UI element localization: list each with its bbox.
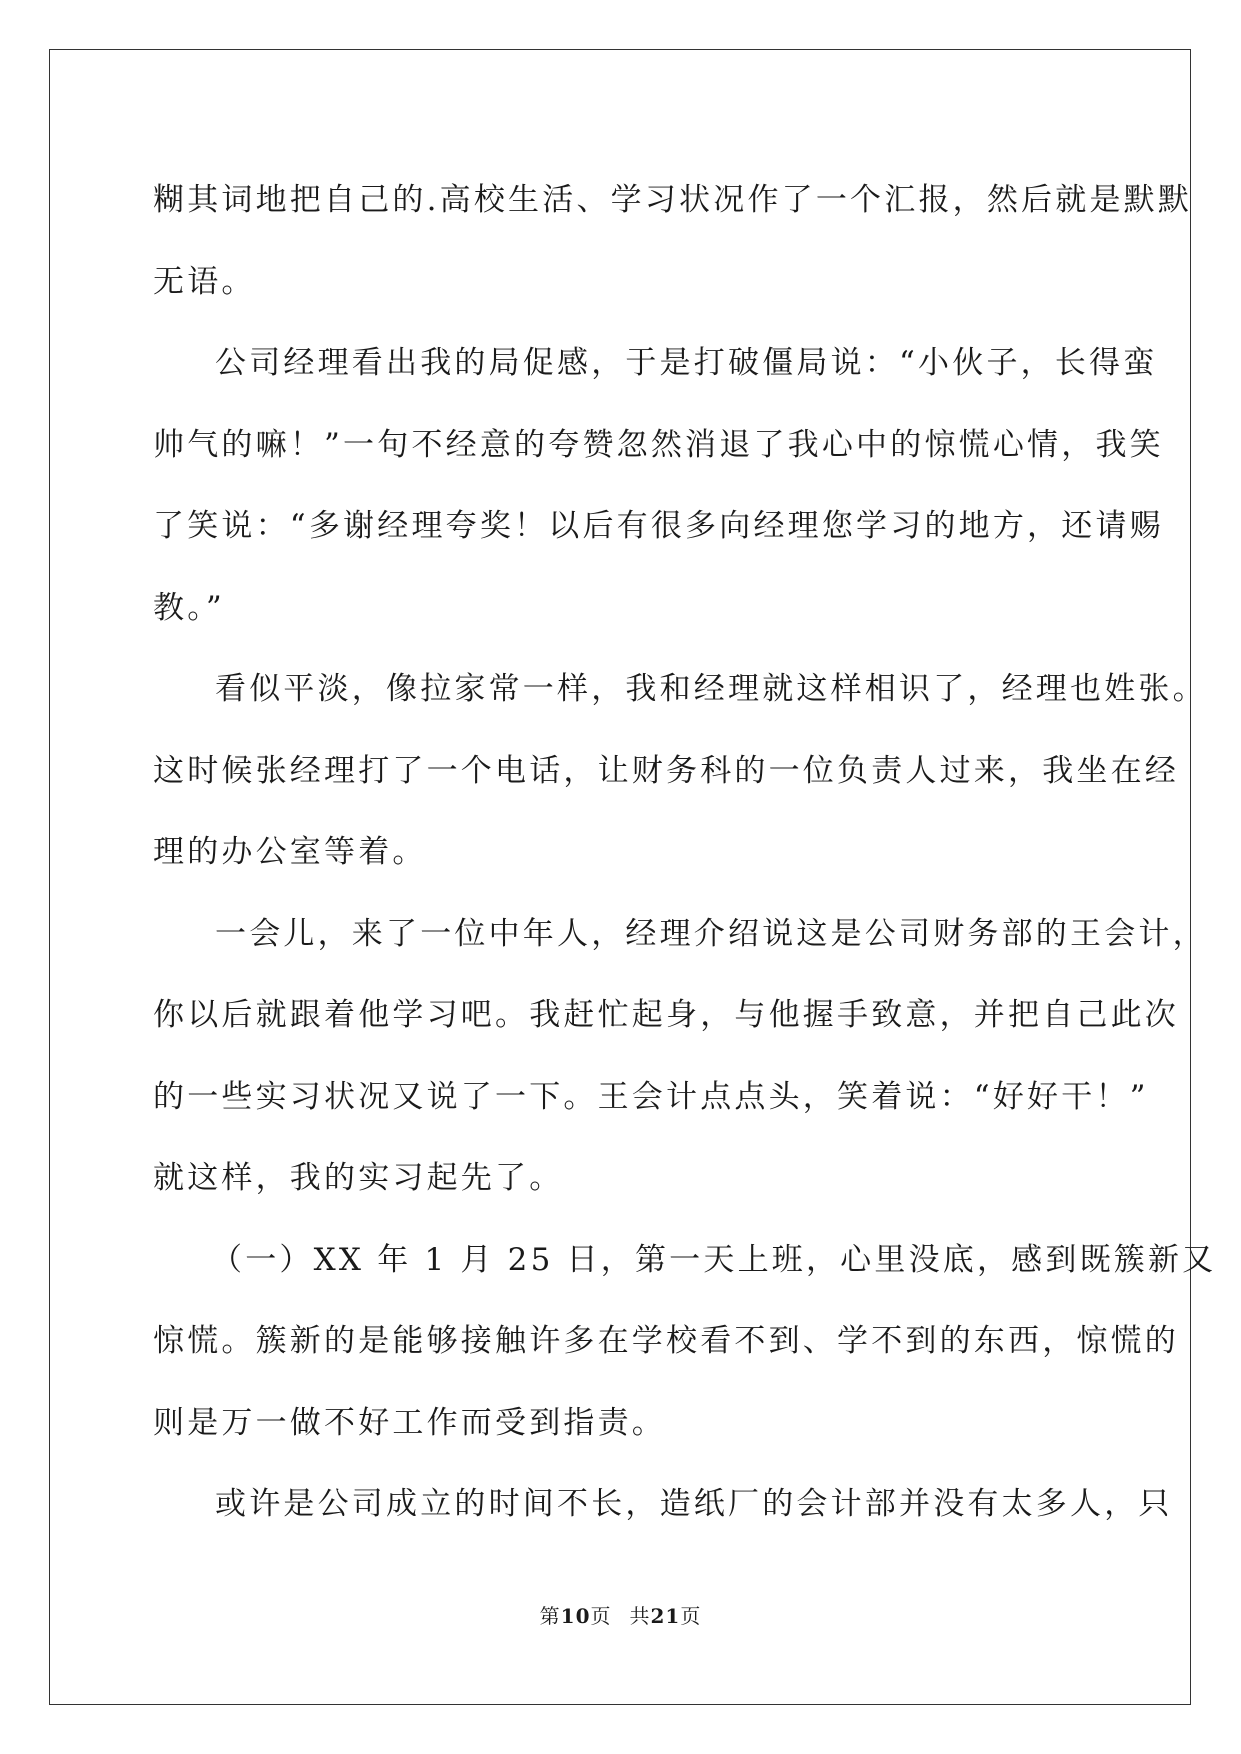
text-line: 教。” [153, 589, 225, 626]
footer-total-suffix: 页 [680, 1604, 702, 1628]
text-line: 了笑说：“多谢经理夸奖！以后有很多向经理您学习的地方，还请赐 [153, 508, 1164, 544]
total-pages: 21 [650, 1604, 681, 1628]
text-line: 则是万一做不好工作而受到指责。 [153, 1404, 666, 1441]
text-line: 这时候张经理打了一个电话，让财务科的一位负责人过来，我坐在经 [153, 752, 1179, 789]
footer-prefix: 第 [539, 1604, 561, 1628]
text-line: 糊其词地把自己的.高校生活、学习状况作了一个汇报，然后就是默默 [153, 182, 1193, 218]
text-line: 惊慌。簇新的是能够接触许多在学校看不到、学不到的东西，惊慌的 [153, 1323, 1179, 1359]
paragraph-start-line: 或许是公司成立的时间不长，造纸厂的会计部并没有太多人，只 [215, 1486, 1173, 1522]
text-line: 无语。 [153, 263, 256, 300]
paragraph-start-line: （一）XX 年 1 月 25 日，第一天上班，心里没底，感到既簇新又 [211, 1241, 1217, 1278]
page-number: 10 [560, 1604, 591, 1628]
footer-page-suffix: 页 [590, 1604, 612, 1628]
document-body [153, 160, 1217, 1546]
text-line: 理的办公室等着。 [153, 834, 427, 870]
page-footer [0, 1600, 1241, 1629]
paragraph-start-line: 看似平淡，像拉家常一样，我和经理就这样相识了，经理也姓张。 [215, 671, 1207, 707]
paragraph-start-line: 公司经理看出我的局促感，于是打破僵局说：“小伙子，长得蛮 [215, 345, 1158, 381]
paragraph-start-line: 一会儿，来了一位中年人，经理介绍说这是公司财务部的王会计， [215, 915, 1207, 952]
text-line: 帅气的嘛！”一句不经意的夸赞忽然消退了我心中的惊慌心情，我笑 [153, 426, 1164, 463]
text-line: 就这样，我的实习起先了。 [153, 1160, 564, 1196]
footer-total-prefix: 共 [629, 1604, 651, 1628]
text-line: 你以后就跟着他学习吧。我赶忙起身，与他握手致意，并把自己此次 [153, 997, 1179, 1033]
text-line: 的一些实习状况又说了一下。王会计点点头，笑着说：“好好干！” [153, 1078, 1149, 1115]
